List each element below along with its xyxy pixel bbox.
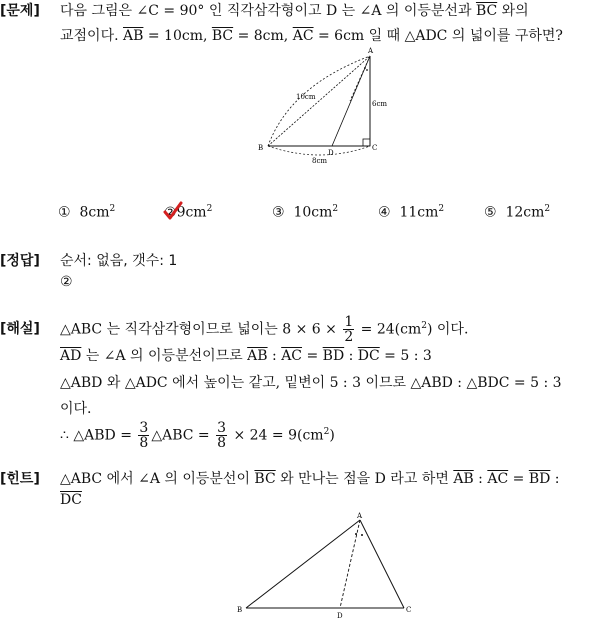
explanation-line-4: 이다. — [60, 401, 92, 417]
choice-5[interactable]: ⑤ $12cm^2$ — [484, 204, 551, 221]
segment-bc: $\overline{BC}$ — [475, 3, 498, 19]
figure-point-d: D — [328, 149, 334, 157]
hint-point-a: A — [357, 512, 363, 520]
figure-ab-length: 10cm — [296, 93, 316, 101]
hint-line-1: △ABC 에서 ∠A 의 이등분선이 $\overline{BC}$ 와 만나는 점을 D 라고 하면 $\overline{AB}$ : $\overline{AC} = \overline{BD}$ : — [60, 471, 560, 487]
hint-point-d: D — [337, 612, 343, 620]
hint-point-b: B — [237, 606, 243, 614]
explanation-line-1: △ABC 는 직각삼각형이므로 넓이는 8 × 6 × $\frac{1}{2}$ = $24(cm^2)$ 이다. — [60, 314, 469, 346]
explanation-line-3: △ABD 와 △ADC 에서 높이는 같고, 밑변이 5 : 3 이므로 △ABD : △BDC = 5 : 3 — [60, 375, 562, 391]
answer-order-count: 순서: 없음, 갯수: 1 — [60, 253, 178, 269]
choice-4[interactable]: ④ $11cm^2$ — [378, 204, 445, 221]
hint-point-c: C — [406, 606, 412, 614]
figure-bc-length: 8cm — [312, 157, 328, 165]
explanation-line-5: ∴ △ABD = $\frac{3}{8}$ △ABC = $\frac{3}{8}$ × $24 = 9(cm^2)$ — [60, 420, 335, 452]
hint-figure — [232, 510, 422, 620]
figure-point-a: A — [368, 47, 374, 55]
problem-line-2: 교점이다. $\overline{AB} = 10cm$, $\overline{BC} = 8cm$, $\overline{AC} = 6cm$ 일 때 △ADC 의 넓이를 구하면? — [60, 28, 563, 44]
check-mark-icon — [162, 201, 184, 221]
figure-ac-length: 6cm — [372, 100, 388, 108]
explanation-line-2: $\overline{AD}$ 는 ∠A 의 이등분선이므로 $\overline{AB}$ : $\overline{AC} = \overline{BD}$ : $\overline{DC} = 5$ : 3 — [60, 348, 432, 364]
figure-point-b: B — [258, 144, 264, 152]
choice-1[interactable]: ① $8cm^2$ — [58, 204, 116, 221]
answer-label: [정답] — [0, 253, 40, 269]
figure-point-c: C — [372, 144, 378, 152]
hint-line-2: $\overline{DC}$ — [60, 492, 82, 508]
answer-value: ② — [60, 274, 73, 290]
problem-label: [문제] — [0, 3, 40, 19]
hint-label: [힌트] — [0, 471, 40, 487]
problem-figure — [250, 46, 400, 168]
explanation-label: [해설] — [0, 321, 40, 337]
choice-3[interactable]: ③ $10cm^2$ — [272, 204, 339, 221]
choice-2[interactable]: ② $9cm^2$ — [164, 204, 212, 221]
problem-line-1: 다음 그림은 ∠C = 90° 인 직각삼각형이고 D 는 ∠A 의 이등분선과 $\overline{BC}$ 와의 — [60, 3, 529, 19]
